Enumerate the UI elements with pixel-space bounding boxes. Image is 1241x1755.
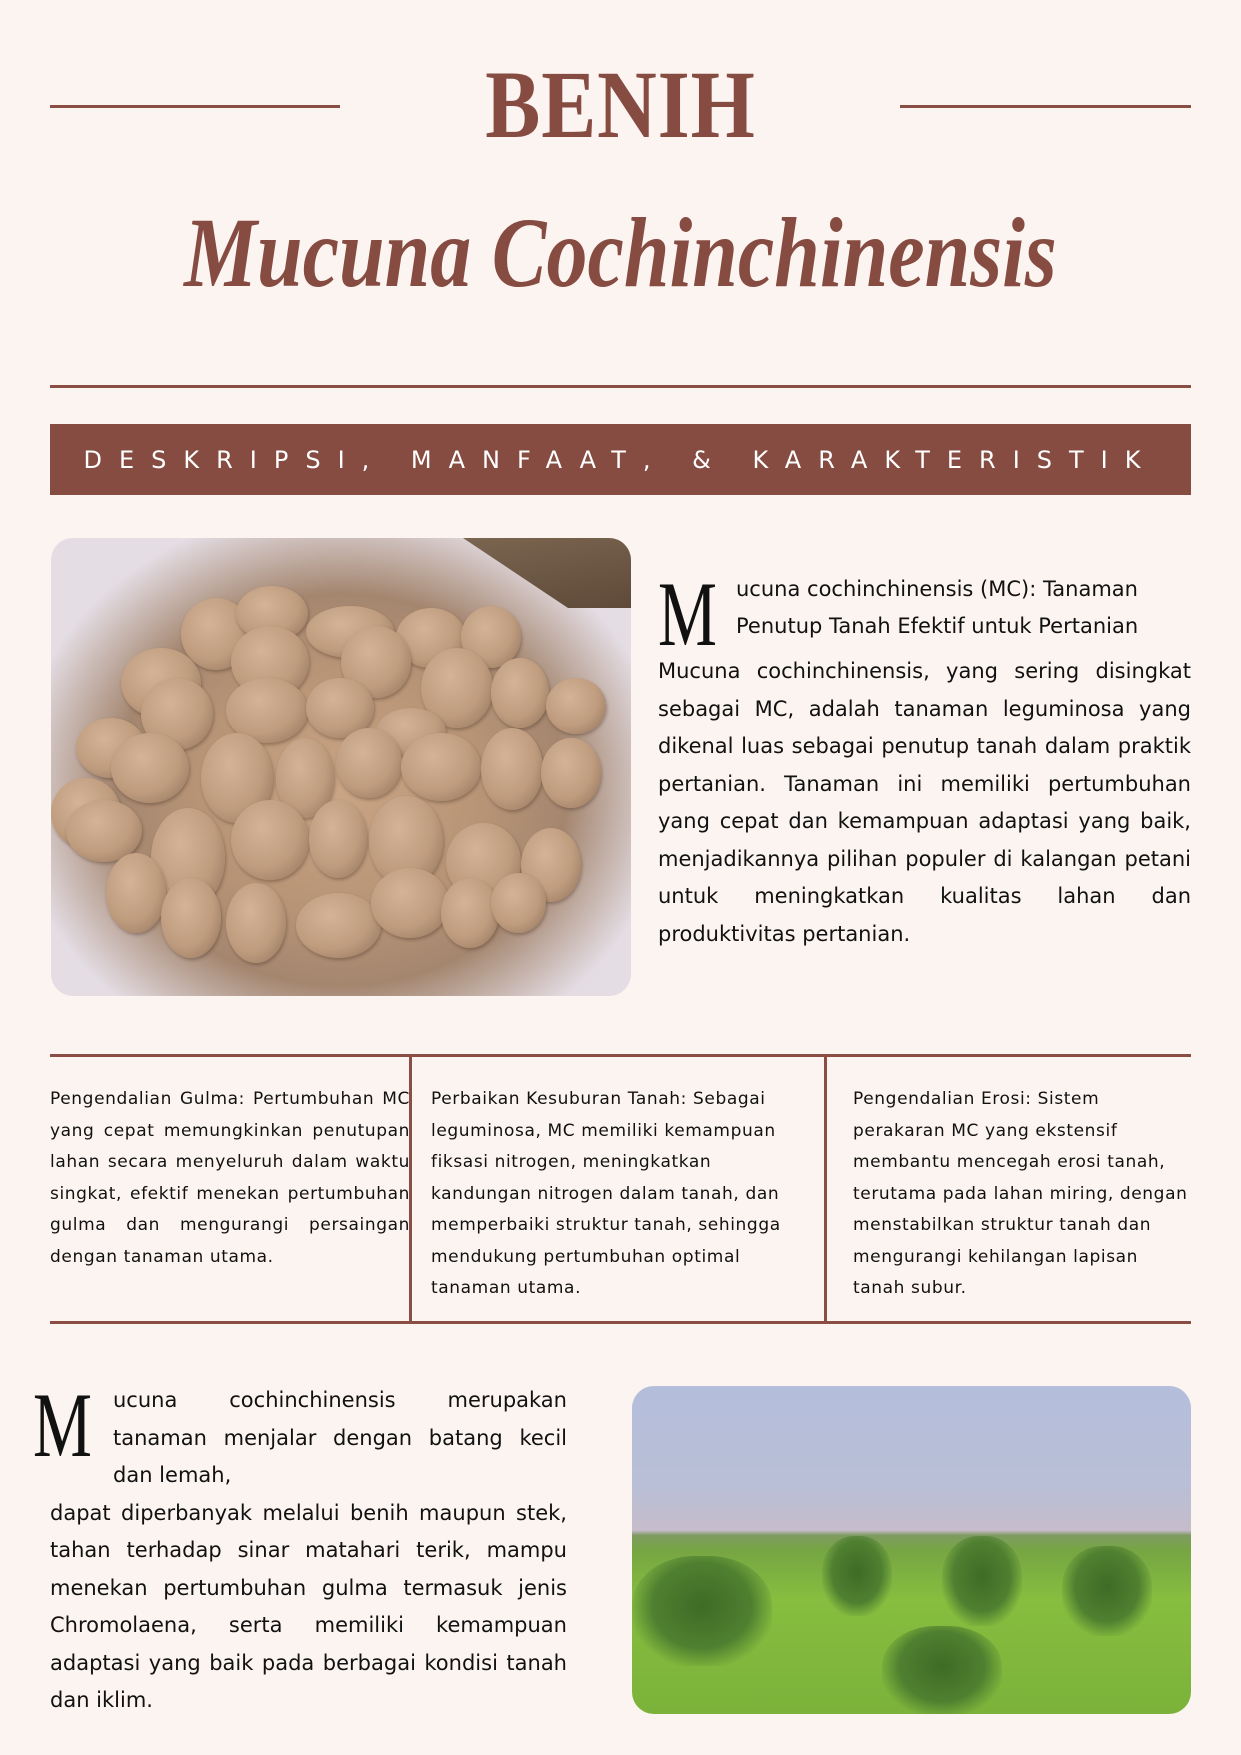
seed — [106, 853, 166, 933]
seed — [309, 800, 367, 878]
intro-paragraph: Mucuna cochinchinensis, yang sering disingkat sebagai MC, adalah tanaman leguminosa yang dikenal luas sebagai penutup tanah dalam praktik pertanian. Tanaman ini memiliki pertumbuhan yang cepat dan kemampuan adaptasi yang baik, menjadikannya pilihan populer di kalangan petani untuk meningkatkan kualitas lahan dan produktivitas pertanian. — [658, 659, 1191, 946]
field-photo — [632, 1386, 1191, 1714]
shrub — [822, 1536, 892, 1616]
page-title: BENIH — [485, 51, 756, 158]
section-banner — [50, 424, 1191, 495]
characteristics-paragraph: dapat diperbanyak melalui benih maupun stek, tahan terhadap sinar matahari terik, mampu menekan pertumbuhan gulma termasuk jenis Chromolaena, serta memiliki kemampuan adaptasi yang baik pada berbagai kondisi tanah dan iklim. — [50, 1500, 567, 1712]
benefit-weed-control: Pengendalian Gulma: Pertumbuhan MC yang cepat memungkinkan penutupan lahan secara menyeluruh dalam waktu singkat, efektif menekan pertumbuhan gulma dan mengurangi persaingan dengan tanaman utama. — [50, 1089, 410, 1267]
shrub — [882, 1626, 1002, 1714]
shrub — [1062, 1546, 1152, 1636]
seeds-photo — [51, 538, 631, 996]
species-title: Mucuna Cochinchinensis — [184, 197, 1057, 308]
seed — [111, 733, 189, 803]
seed — [491, 873, 546, 933]
seed — [401, 733, 481, 801]
characteristics-dropcap: M — [33, 1374, 92, 1476]
seed — [481, 728, 543, 810]
benefits-table — [50, 1054, 1191, 1324]
benefit-soil-fertility: Perbaikan Kesuburan Tanah: Sebagai leguminosa, MC memiliki kemampuan fiksasi nitrogen, meningkatkan kandungan nitrogen dalam tanah, dan memperbaiki struktur tanah, sehingga mendukung pertumbuhan optimal tanaman utama. — [409, 1057, 827, 1321]
benefit-erosion-control: Pengendalian Erosi: Sistem perakaran MC yang ekstensif membantu mencegah erosi tanah, terutama pada lahan miring, dengan menstabilkan struktur tanah dan mengurangi kehilangan lapisan tanah subur. — [853, 1089, 1188, 1298]
header-divider — [50, 385, 1191, 388]
seed — [161, 878, 221, 958]
seed — [541, 738, 601, 808]
seed — [371, 868, 449, 938]
seed — [441, 878, 499, 948]
intro-section — [658, 563, 1191, 953]
shrub — [632, 1556, 772, 1666]
seed — [296, 893, 381, 958]
characteristics-section — [33, 1374, 567, 1720]
intro-heading: ucuna cochinchinensis (MC): Tanaman Penutup Tanah Efektif untuk Pertanian — [736, 577, 1139, 638]
shrub — [942, 1536, 1022, 1626]
seed — [226, 883, 286, 963]
seed — [336, 728, 402, 798]
section-banner-label: DESKRIPSI, MANFAAT, & KARAKTERISTIK — [83, 445, 1158, 474]
seed — [491, 658, 549, 728]
intro-dropcap: M — [658, 563, 717, 665]
seed — [231, 800, 309, 880]
characteristics-lead: ucuna cochinchinensis merupakan tanaman menjalar dengan batang kecil dan lemah, — [113, 1388, 567, 1487]
wood-surface — [421, 538, 631, 608]
seed — [546, 678, 606, 734]
